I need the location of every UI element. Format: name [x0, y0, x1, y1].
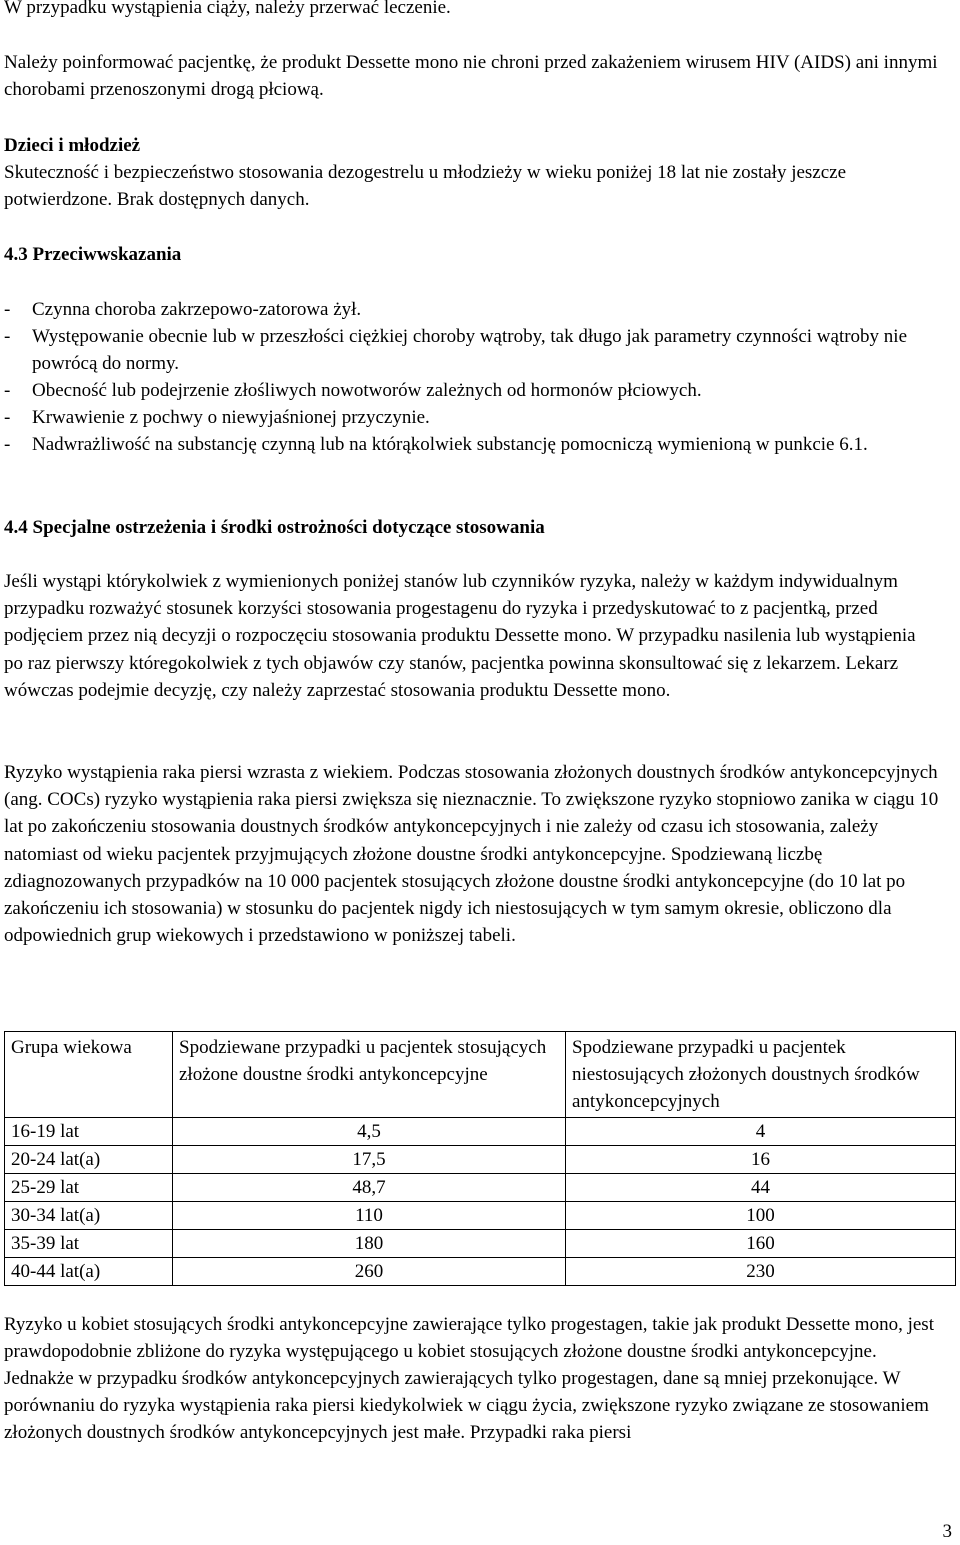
cell-non-users: 100 — [566, 1202, 956, 1230]
header-age-group: Grupa wiekowa — [5, 1032, 173, 1118]
list-item: - Nadwrażliwość na substancję czynną lub na którąkolwiek substancję pomocniczą wymienioną w punkcie 6.1. — [4, 434, 868, 455]
cell-coc-users: 4,5 — [173, 1118, 566, 1146]
cell-coc-users: 17,5 — [173, 1146, 566, 1174]
cell-coc-users: 110 — [173, 1202, 566, 1230]
list-item-text: Występowanie obecnie lub w przeszłości ciężkiej choroby wątroby, tak długo jak parametry czynności wątroby nie powrócą do normy. — [32, 326, 908, 374]
header-non-users: Spodziewane przypadki u pacjentek niestosujących złożonych doustnych środków antykoncepcyjnych — [566, 1032, 956, 1118]
table-row — [5, 1146, 956, 1174]
cell-age: 25-29 lat — [5, 1174, 173, 1202]
table-header-row — [5, 1032, 956, 1118]
table-row — [5, 1174, 956, 1202]
cell-non-users: 4 — [566, 1118, 956, 1146]
cell-non-users: 160 — [566, 1230, 956, 1258]
children-heading: Dzieci i młodzież — [4, 135, 141, 156]
page-number: 3 — [942, 1521, 952, 1542]
cell-age: 20-24 lat(a) — [5, 1146, 173, 1174]
list-item: - Czynna choroba zakrzepowo-zatorowa żył. — [4, 299, 362, 320]
cell-age: 30-34 lat(a) — [5, 1202, 173, 1230]
breast-cancer-risk-table — [4, 1031, 956, 1286]
header-coc-users: Spodziewane przypadki u pacjentek stosujących złożone doustne środki antykoncepcyjne — [173, 1032, 566, 1118]
warnings-paragraph-1: Jeśli wystąpi którykolwiek z wymienionych poniżej stanów lub czynników ryzyka, należy w każdym indywidualnym przypadku rozważyć stosunek korzyści stosowania progestagenu do ryzyka i przedyskutować to z pacjentką, przed podjęciem przez nią decyzji o rozpoczęciu stosowania produktu Dessette mono. W przypadku nasilenia lub wystąpienia po raz pierwszy któregokolwiek z tych objawów czy stanów, pacjentka powinna skonsultować się z lekarzem. Lekarz wówczas podejmie decyzję, czy należy zaprzestać stosowania produktu Dessette mono. — [4, 571, 916, 701]
contraindications-list — [4, 296, 939, 458]
table-row — [5, 1230, 956, 1258]
cell-non-users: 44 — [566, 1174, 956, 1202]
cell-non-users: 230 — [566, 1258, 956, 1286]
list-item-text: Obecność lub podejrzenie złośliwych nowotworów zależnych od hormonów płciowych. — [32, 380, 702, 401]
cell-age: 40-44 lat(a) — [5, 1258, 173, 1286]
cell-coc-users: 180 — [173, 1230, 566, 1258]
table-row — [5, 1258, 956, 1286]
warnings-heading: 4.4 Specjalne ostrzeżenia i środki ostrożności dotyczące stosowania — [4, 517, 545, 538]
cell-age: 35-39 lat — [5, 1230, 173, 1258]
cell-non-users: 16 — [566, 1146, 956, 1174]
list-item-text: Nadwrażliwość na substancję czynną lub na którąkolwiek substancję pomocniczą wymienioną w punkcie 6.1. — [32, 434, 868, 455]
cell-coc-users: 260 — [173, 1258, 566, 1286]
list-item: - Obecność lub podejrzenie złośliwych nowotworów zależnych od hormonów płciowych. — [4, 380, 702, 401]
table-row — [5, 1118, 956, 1146]
contraindications-heading: 4.3 Przeciwwskazania — [4, 244, 182, 265]
warnings-paragraph-2: Ryzyko wystąpienia raka piersi wzrasta z wiekiem. Podczas stosowania złożonych doustnych środków antykoncepcyjnych (ang. COCs) ryzyko wystąpienia raka piersi zwiększa się nieznacznie. To zwiększone ryzyko stopniowo zanika w ciągu 10 lat po zakończeniu stosowania doustnych środków antykoncepcyjnych i nie zależy od czasu ich stosowania, zależy natomiast od wieku pacjentek przyjmujących złożone doustne środki antykoncepcyjne. Spodziewaną liczbę zdiagnozowanych przypadków na 10 000 pacjentek stosujących złożone doustne środki antykoncepcyjne (do 10 lat po zakończeniu ich stosowania) w stosunku do pacjentek nigdy ich niestosujących w tym samym okresie, obliczono dla odpowiednich grup wiekowych i przedstawiono w poniższej tabeli. — [4, 762, 939, 947]
hiv-note: Należy poinformować pacjentkę, że produkt Dessette mono nie chroni przed zakażeniem wirusem HIV (AIDS) ani innymi chorobami przenoszonymi drogą płciową. — [4, 52, 938, 100]
list-item: - Występowanie obecnie lub w przeszłości ciężkiej choroby wątroby, tak długo jak parametry czynności wątroby nie powrócą do normy. — [4, 326, 908, 374]
cell-coc-users: 48,7 — [173, 1174, 566, 1202]
warnings-paragraph-3: Ryzyko u kobiet stosujących środki antykoncepcyjne zawierające tylko progestagen, takie jak produkt Dessette mono, jest prawdopodobnie zbliżone do ryzyka występującego u kobiet stosujących złożone doustne środki antykoncepcyjne. Jednakże w przypadku środków antykoncepcyjnych zawierających tylko progestagen, dane są mniej przekonujące. W porównaniu do ryzyka wystąpienia raka piersi kiedykolwiek w ciągu życia, zwiększone ryzyko związane ze stosowaniem złożonych doustnych środków antykoncepcyjnych jest małe. Przypadki raka piersi — [4, 1314, 934, 1443]
list-item: - Krwawienie z pochwy o niewyjaśnionej przyczynie. — [4, 407, 430, 428]
children-paragraph: Skuteczność i bezpieczeństwo stosowania dezogestrelu u młodzieży w wieku poniżej 18 lat nie zostały jeszcze potwierdzone. Brak dostępnych danych. — [4, 162, 847, 210]
list-item-text: Krwawienie z pochwy o niewyjaśnionej przyczynie. — [32, 407, 430, 428]
table-row — [5, 1202, 956, 1230]
pregnancy-note: W przypadku wystąpienia ciąży, należy przerwać leczenie. — [4, 0, 451, 18]
list-item-text: Czynna choroba zakrzepowo-zatorowa żył. — [32, 299, 362, 320]
cell-age: 16-19 lat — [5, 1118, 173, 1146]
